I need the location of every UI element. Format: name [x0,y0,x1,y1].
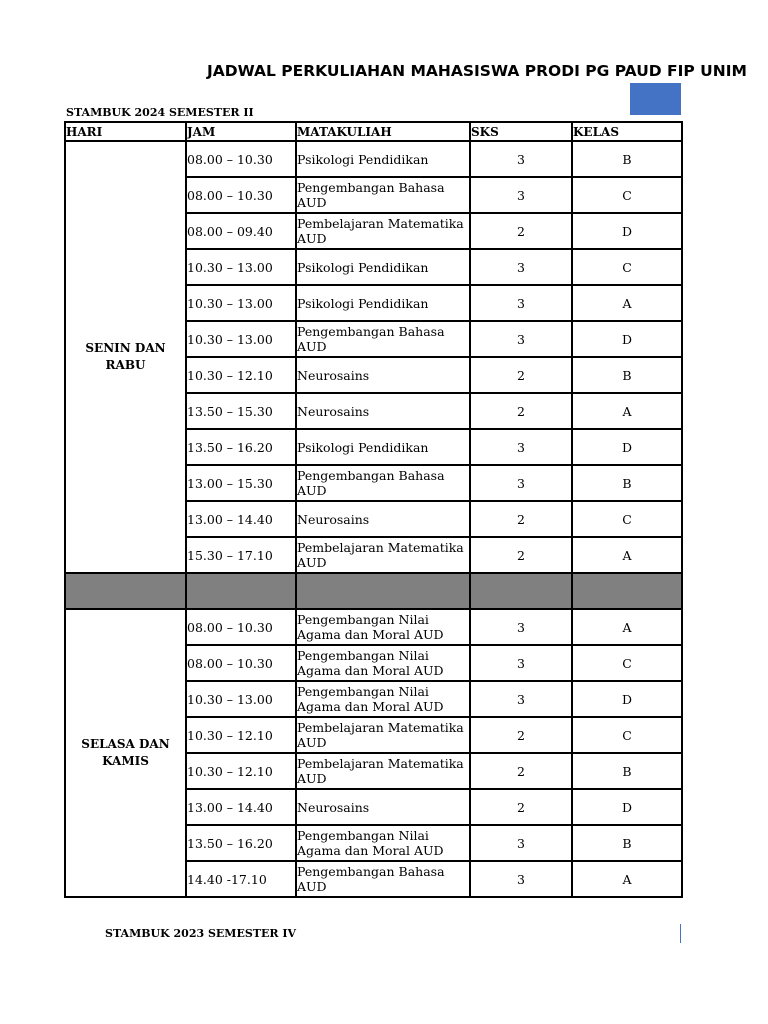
cell-sks: 2 [470,789,572,825]
cell-sks: 2 [470,501,572,537]
cell-kelas: A [572,609,682,645]
cell-kelas: D [572,789,682,825]
cell-sks: 2 [470,357,572,393]
cell-sks: 3 [470,825,572,861]
cell-kelas: C [572,249,682,285]
table-row [65,609,682,645]
table-header-row [65,122,682,141]
cell-matakuliah: Pengembangan Nilai Agama dan Moral AUD [296,645,470,681]
cell-sks: 3 [470,177,572,213]
table-row [65,141,682,177]
cell-sks: 3 [470,249,572,285]
cell-matakuliah: Pengembangan Bahasa AUD [296,861,470,897]
cell-matakuliah: Neurosains [296,357,470,393]
cell-jam: 15.30 – 17.10 [186,537,296,573]
section-heading-2024: STAMBUK 2024 SEMESTER II [66,106,254,119]
cell-matakuliah: Pembelajaran Matematika AUD [296,213,470,249]
cell-matakuliah: Pembelajaran Matematika AUD [296,717,470,753]
cell-matakuliah: Pembelajaran Matematika AUD [296,753,470,789]
cell-kelas: B [572,141,682,177]
cell-jam: 10.30 – 12.10 [186,717,296,753]
cell-kelas: D [572,681,682,717]
cell-kelas: B [572,753,682,789]
cell-sks: 3 [470,861,572,897]
cell-kelas: D [572,429,682,465]
header-matakuliah: MATAKULIAH [296,122,470,141]
cell-matakuliah: Pengembangan Bahasa AUD [296,321,470,357]
cell-jam: 13.00 – 15.30 [186,465,296,501]
cell-jam: 13.50 – 16.20 [186,825,296,861]
selected-cell-highlight [630,83,681,115]
cell-jam: 10.30 – 12.10 [186,753,296,789]
cell-sks: 2 [470,393,572,429]
cell-jam: 08.00 – 10.30 [186,141,296,177]
cell-kelas: A [572,861,682,897]
cell-jam: 08.00 – 10.30 [186,645,296,681]
cell-jam: 10.30 – 13.00 [186,321,296,357]
cell-matakuliah: Pembelajaran Matematika AUD [296,537,470,573]
cell-sks: 2 [470,537,572,573]
cell-jam: 13.50 – 15.30 [186,393,296,429]
cell-sks: 3 [470,465,572,501]
cell-jam: 08.00 – 09.40 [186,213,296,249]
cell-jam: 13.50 – 16.20 [186,429,296,465]
schedule-table [64,121,683,898]
cell-sks: 3 [470,429,572,465]
cell-matakuliah: Psikologi Pendidikan [296,429,470,465]
cell-cursor-marker [680,924,681,943]
cell-kelas: B [572,825,682,861]
cell-sks: 3 [470,141,572,177]
cell-kelas: D [572,321,682,357]
document-title: JADWAL PERKULIAHAN MAHASISWA PRODI PG PAUD FIP UNIM [207,62,747,80]
cell-kelas: A [572,285,682,321]
cell-kelas: B [572,465,682,501]
cell-jam: 08.00 – 10.30 [186,609,296,645]
cell-sks: 3 [470,609,572,645]
cell-kelas: C [572,177,682,213]
separator-cell [296,573,470,609]
cell-matakuliah: Pengembangan Nilai Agama dan Moral AUD [296,681,470,717]
cell-jam: 13.00 – 14.40 [186,501,296,537]
cell-kelas: C [572,717,682,753]
cell-jam: 10.30 – 13.00 [186,681,296,717]
day-group-label: SELASA DAN KAMIS [65,609,186,897]
cell-matakuliah: Neurosains [296,789,470,825]
cell-sks: 2 [470,753,572,789]
cell-matakuliah: Psikologi Pendidikan [296,249,470,285]
day-group-label: SENIN DAN RABU [65,141,186,573]
cell-kelas: A [572,537,682,573]
separator-cell [65,573,186,609]
cell-jam: 14.40 -17.10 [186,861,296,897]
cell-matakuliah: Neurosains [296,393,470,429]
cell-kelas: A [572,393,682,429]
cell-kelas: C [572,645,682,681]
separator-cell [470,573,572,609]
cell-kelas: C [572,501,682,537]
cell-matakuliah: Pengembangan Nilai Agama dan Moral AUD [296,825,470,861]
cell-sks: 3 [470,321,572,357]
cell-sks: 2 [470,717,572,753]
section-heading-2023: STAMBUK 2023 SEMESTER IV [105,927,297,940]
cell-jam: 10.30 – 13.00 [186,249,296,285]
cell-kelas: D [572,213,682,249]
cell-kelas: B [572,357,682,393]
cell-matakuliah: Pengembangan Bahasa AUD [296,465,470,501]
cell-matakuliah: Pengembangan Nilai Agama dan Moral AUD [296,609,470,645]
cell-sks: 3 [470,285,572,321]
cell-sks: 3 [470,645,572,681]
separator-row [65,573,682,609]
separator-cell [186,573,296,609]
cell-matakuliah: Neurosains [296,501,470,537]
cell-jam: 08.00 – 10.30 [186,177,296,213]
cell-jam: 10.30 – 12.10 [186,357,296,393]
header-kelas: KELAS [572,122,682,141]
separator-cell [572,573,682,609]
cell-matakuliah: Pengembangan Bahasa AUD [296,177,470,213]
header-sks: SKS [470,122,572,141]
cell-matakuliah: Psikologi Pendidikan [296,285,470,321]
header-hari: HARI [65,122,186,141]
cell-jam: 10.30 – 13.00 [186,285,296,321]
cell-sks: 2 [470,213,572,249]
cell-jam: 13.00 – 14.40 [186,789,296,825]
header-jam: JAM [186,122,296,141]
cell-sks: 3 [470,681,572,717]
cell-matakuliah: Psikologi Pendidikan [296,141,470,177]
